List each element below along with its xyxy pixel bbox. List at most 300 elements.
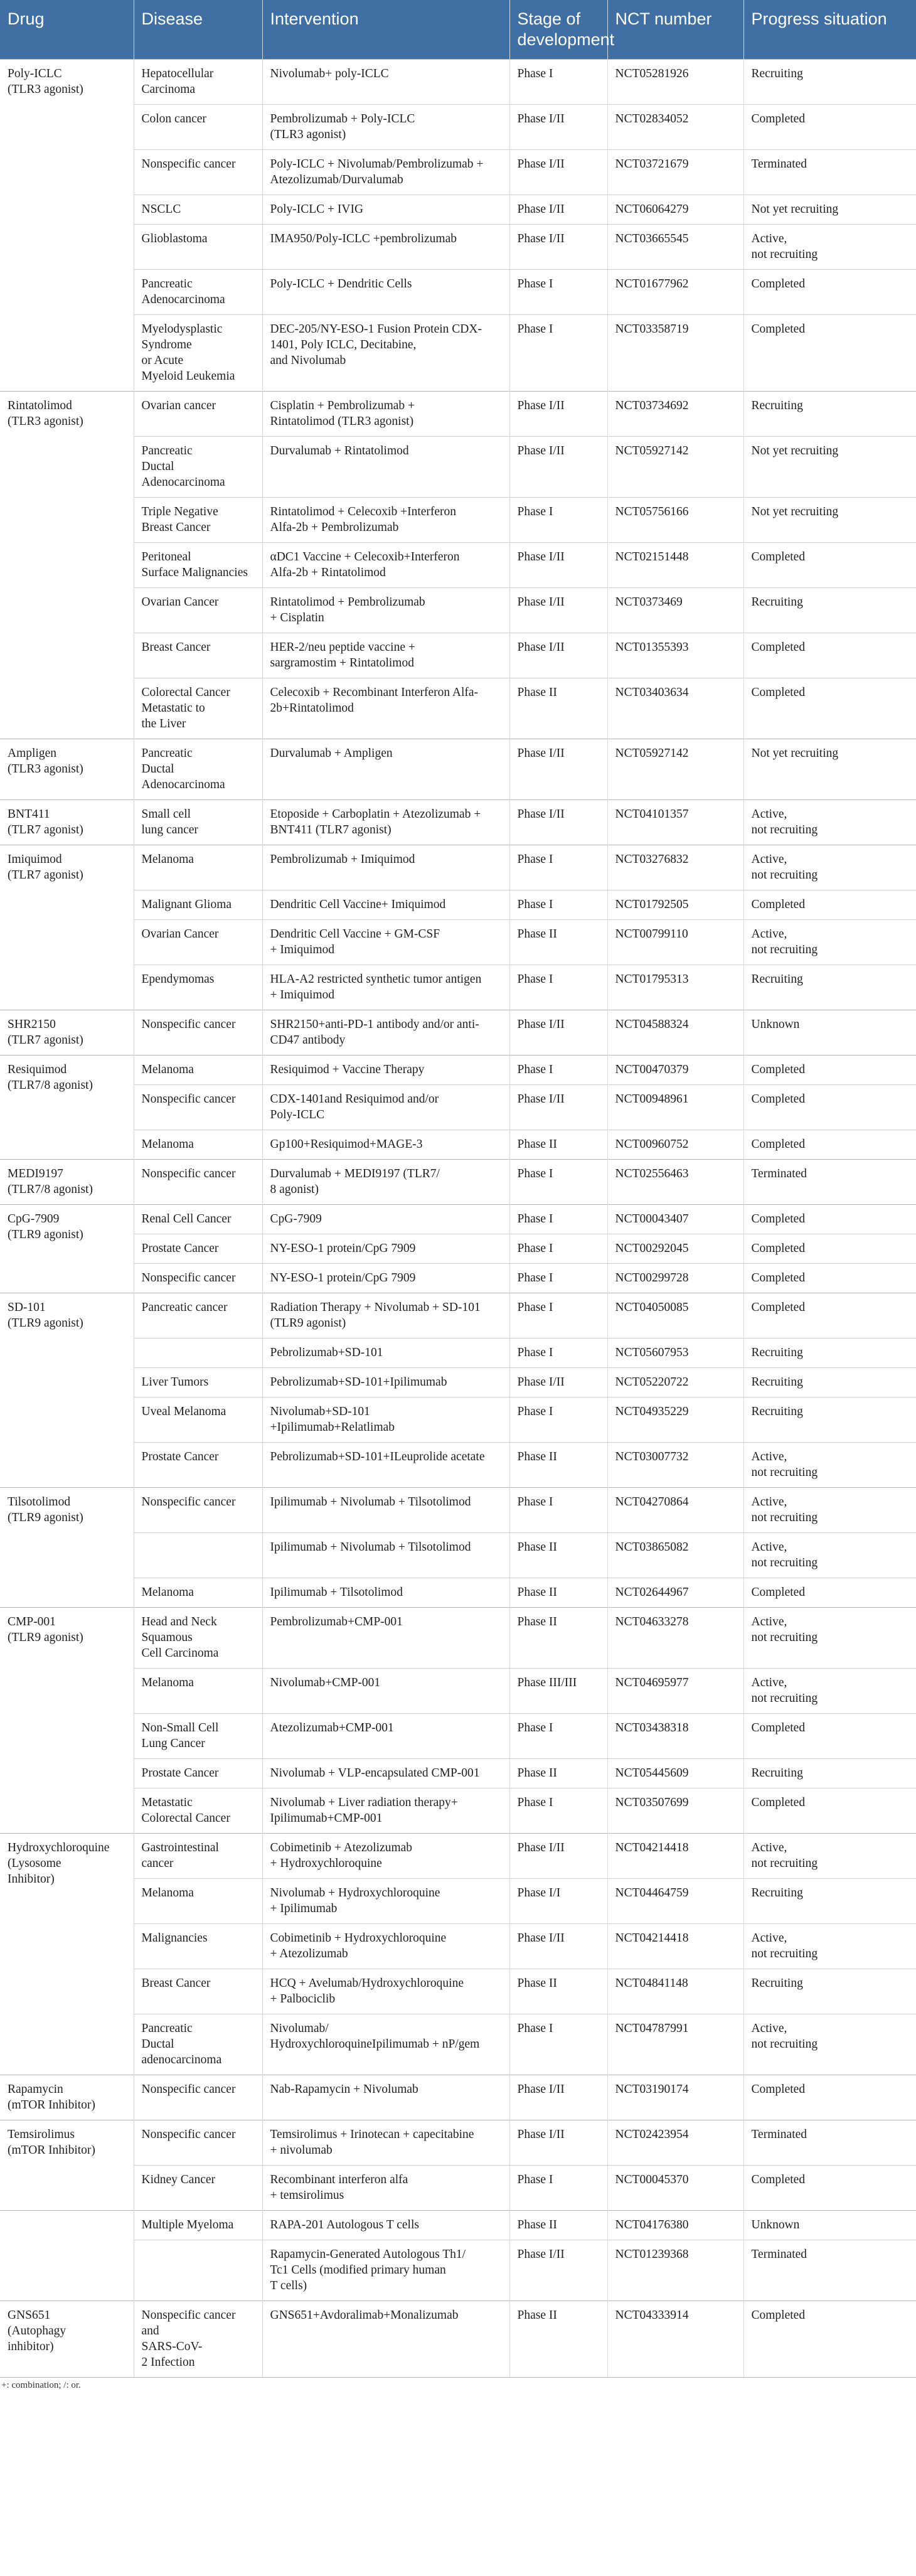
intervention-cell: Durvalumab + Rintatolimod [262, 437, 509, 498]
disease-cell [134, 1339, 262, 1368]
stage-cell: Phase II [509, 1533, 607, 1578]
stage-cell: Phase I/II [509, 2240, 607, 2301]
disease-cell: Prostate Cancer [134, 1234, 262, 1264]
disease-cell: Colon cancer [134, 105, 262, 150]
progress-cell: Completed [743, 1205, 916, 1234]
nct-number-cell: NCT04464759 [607, 1879, 743, 1924]
nct-number-cell: NCT05927142 [607, 739, 743, 800]
progress-cell: Recruiting [743, 392, 916, 437]
nct-number-cell: NCT04633278 [607, 1608, 743, 1669]
table-row [0, 150, 916, 195]
intervention-cell: CpG-7909 [262, 1205, 509, 1234]
header-stage: Stage of development [509, 0, 607, 60]
disease-cell: Melanoma [134, 1578, 262, 1608]
intervention-cell: Radiation Therapy + Nivolumab + SD-101 (TLR9 agonist) [262, 1293, 509, 1339]
intervention-cell: Rintatolimod + Pembrolizumab + Cisplatin [262, 588, 509, 633]
stage-cell: Phase I/II [509, 739, 607, 800]
progress-cell: Completed [743, 1056, 916, 1085]
table-footnote: +: combination; /: or. [1, 2380, 81, 2390]
intervention-cell: Dendritic Cell Vaccine + GM-CSF + Imiquimod [262, 920, 509, 965]
drug-cell: SHR2150 (TLR7 agonist) [0, 1010, 134, 1056]
disease-cell: Ependymomas [134, 965, 262, 1010]
drug-cell: CMP-001 (TLR9 agonist) [0, 1608, 134, 1834]
disease-cell: Pancreatic Ductal Adenocarcinoma [134, 739, 262, 800]
drug-cell: GNS651 (Autophagy inhibitor) [0, 2301, 134, 2378]
nct-number-cell: NCT03865082 [607, 1533, 743, 1578]
table-row [0, 588, 916, 633]
drug-cell: Rapamycin (mTOR Inhibitor) [0, 2075, 134, 2120]
nct-number-cell: NCT04050085 [607, 1293, 743, 1339]
drug-cell: BNT411 (TLR7 agonist) [0, 800, 134, 845]
intervention-cell: Nab-Rapamycin + Nivolumab [262, 2075, 509, 2120]
nct-number-cell: NCT04176380 [607, 2211, 743, 2240]
intervention-cell: NY-ESO-1 protein/CpG 7909 [262, 1234, 509, 1264]
stage-cell: Phase I/II [509, 1368, 607, 1398]
disease-cell: Pancreatic Ductal Adenocarcinoma [134, 437, 262, 498]
intervention-cell: Pebrolizumab+SD-101 [262, 1339, 509, 1368]
disease-cell: Ovarian Cancer [134, 588, 262, 633]
disease-cell: Hepatocellular Carcinoma [134, 60, 262, 105]
table-row [0, 498, 916, 543]
progress-cell: Not yet recruiting [743, 498, 916, 543]
table-row [0, 2014, 916, 2075]
progress-cell: Terminated [743, 1160, 916, 1205]
nct-number-cell: NCT03358719 [607, 315, 743, 392]
stage-cell: Phase II [509, 920, 607, 965]
stage-cell: Phase I [509, 1488, 607, 1533]
stage-cell: Phase I [509, 270, 607, 315]
progress-cell: Completed [743, 2301, 916, 2378]
intervention-cell: Nivolumab + Liver radiation therapy+ Ipilimumab+CMP-001 [262, 1788, 509, 1834]
stage-cell: Phase I/II [509, 437, 607, 498]
disease-cell: Nonspecific cancer and SARS-CoV- 2 Infection [134, 2301, 262, 2378]
drug-cell: Resiquimod (TLR7/8 agonist) [0, 1056, 134, 1160]
progress-cell: Completed [743, 678, 916, 739]
table-row [0, 1264, 916, 1293]
stage-cell: Phase I [509, 1714, 607, 1759]
table-row [0, 437, 916, 498]
table-row [0, 1533, 916, 1578]
disease-cell: Multiple Myeloma [134, 2211, 262, 2240]
intervention-cell: DEC-205/NY-ESO-1 Fusion Protein CDX- 1401, Poly ICLC, Decitabine, and Nivolumab [262, 315, 509, 392]
nct-number-cell: NCT03403634 [607, 678, 743, 739]
nct-number-cell: NCT02834052 [607, 105, 743, 150]
table-row [0, 2211, 916, 2240]
intervention-cell: Pembrolizumab + Poly-ICLC (TLR3 agonist) [262, 105, 509, 150]
disease-cell: Gastrointestinal cancer [134, 1834, 262, 1879]
progress-cell: Active, not recruiting [743, 1443, 916, 1488]
header-drug: Drug [0, 0, 134, 60]
intervention-cell: Nivolumab + Hydroxychloroquine + Ipilimumab [262, 1879, 509, 1924]
disease-cell: Melanoma [134, 1056, 262, 1085]
progress-cell: Active, not recruiting [743, 1608, 916, 1669]
disease-cell: Nonspecific cancer [134, 1488, 262, 1533]
stage-cell: Phase I [509, 2014, 607, 2075]
intervention-cell: Dendritic Cell Vaccine+ Imiquimod [262, 890, 509, 920]
progress-cell: Completed [743, 270, 916, 315]
progress-cell: Recruiting [743, 1398, 916, 1443]
header-progress: Progress situation [743, 0, 916, 60]
intervention-cell: Rapamycin-Generated Autologous Th1/ Tc1 Cells (modified primary human T cells) [262, 2240, 509, 2301]
nct-number-cell: NCT03734692 [607, 392, 743, 437]
drug-cell: CpG-7909 (TLR9 agonist) [0, 1205, 134, 1293]
progress-cell: Completed [743, 1714, 916, 1759]
drug-cell: Hydroxychloroquine (Lysosome Inhibitor) [0, 1834, 134, 2075]
nct-number-cell: NCT05445609 [607, 1759, 743, 1788]
disease-cell: Small cell lung cancer [134, 800, 262, 845]
progress-cell: Completed [743, 1788, 916, 1834]
table-row [0, 1056, 916, 1085]
nct-number-cell: NCT02423954 [607, 2120, 743, 2166]
nct-number-cell: NCT06064279 [607, 195, 743, 225]
progress-cell: Recruiting [743, 1368, 916, 1398]
progress-cell: Unknown [743, 2211, 916, 2240]
intervention-cell: HLA-A2 restricted synthetic tumor antigen + Imiquimod [262, 965, 509, 1010]
disease-cell: Uveal Melanoma [134, 1398, 262, 1443]
nct-number-cell: NCT00799110 [607, 920, 743, 965]
nct-number-cell: NCT03665545 [607, 225, 743, 270]
disease-cell: Melanoma [134, 1879, 262, 1924]
progress-cell: Completed [743, 1234, 916, 1264]
table-row [0, 270, 916, 315]
table-row [0, 195, 916, 225]
nct-number-cell: NCT05281926 [607, 60, 743, 105]
stage-cell: Phase I [509, 845, 607, 890]
disease-cell: Non-Small Cell Lung Cancer [134, 1714, 262, 1759]
nct-number-cell: NCT00299728 [607, 1264, 743, 1293]
stage-cell: Phase I/II [509, 2120, 607, 2166]
disease-cell: Prostate Cancer [134, 1759, 262, 1788]
disease-cell: Ovarian Cancer [134, 920, 262, 965]
progress-cell: Recruiting [743, 965, 916, 1010]
table-row [0, 1368, 916, 1398]
progress-cell: Recruiting [743, 1879, 916, 1924]
intervention-cell: Ipilimumab + Nivolumab + Tilsotolimod [262, 1533, 509, 1578]
intervention-cell: HCQ + Avelumab/Hydroxychloroquine + Palbociclib [262, 1969, 509, 2014]
table-row [0, 1130, 916, 1160]
intervention-cell: Durvalumab + Ampligen [262, 739, 509, 800]
stage-cell: Phase I [509, 1264, 607, 1293]
stage-cell: Phase I [509, 1398, 607, 1443]
nct-number-cell: NCT01677962 [607, 270, 743, 315]
nct-number-cell: NCT03276832 [607, 845, 743, 890]
disease-cell: Myelodysplastic Syndrome or Acute Myeloid Leukemia [134, 315, 262, 392]
progress-cell: Active, not recruiting [743, 845, 916, 890]
table-row [0, 2301, 916, 2378]
progress-cell: Not yet recruiting [743, 739, 916, 800]
intervention-cell: Temsirolimus + Irinotecan + capecitabine + nivolumab [262, 2120, 509, 2166]
disease-cell [134, 1533, 262, 1578]
nct-number-cell: NCT05756166 [607, 498, 743, 543]
disease-cell: Triple Negative Breast Cancer [134, 498, 262, 543]
nct-number-cell: NCT0373469 [607, 588, 743, 633]
table-header [0, 0, 916, 60]
table-row [0, 1788, 916, 1834]
stage-cell: Phase II [509, 1130, 607, 1160]
disease-cell: Nonspecific cancer [134, 1160, 262, 1205]
table-body [0, 60, 916, 2378]
intervention-cell: Pebrolizumab+SD-101+ILeuprolide acetate [262, 1443, 509, 1488]
progress-cell: Active, not recruiting [743, 800, 916, 845]
intervention-cell: Recombinant interferon alfa + temsirolimus [262, 2166, 509, 2211]
table-row [0, 1443, 916, 1488]
stage-cell: Phase I [509, 1788, 607, 1834]
table-row [0, 1924, 916, 1969]
nct-number-cell: NCT04101357 [607, 800, 743, 845]
stage-cell: Phase I/II [509, 543, 607, 588]
disease-cell: Melanoma [134, 1669, 262, 1714]
stage-cell: Phase I [509, 315, 607, 392]
stage-cell: Phase I/II [509, 105, 607, 150]
table-row [0, 845, 916, 890]
progress-cell: Completed [743, 1293, 916, 1339]
disease-cell: Nonspecific cancer [134, 1264, 262, 1293]
stage-cell: Phase I/II [509, 195, 607, 225]
table-row [0, 1669, 916, 1714]
stage-cell: Phase I/II [509, 392, 607, 437]
progress-cell: Completed [743, 105, 916, 150]
drug-cell: Poly-ICLC (TLR3 agonist) [0, 60, 134, 392]
progress-cell: Completed [743, 2166, 916, 2211]
intervention-cell: Nivolumab+CMP-001 [262, 1669, 509, 1714]
table-row [0, 2075, 916, 2120]
nct-number-cell: NCT05607953 [607, 1339, 743, 1368]
nct-number-cell: NCT05927142 [607, 437, 743, 498]
stage-cell: Phase I [509, 1234, 607, 1264]
disease-cell: Nonspecific cancer [134, 2075, 262, 2120]
progress-cell: Active, not recruiting [743, 2014, 916, 2075]
progress-cell: Completed [743, 2075, 916, 2120]
nct-number-cell: NCT04841148 [607, 1969, 743, 2014]
intervention-cell: Pembrolizumab+CMP-001 [262, 1608, 509, 1669]
intervention-cell: HER-2/neu peptide vaccine + sargramostim + Rintatolimod [262, 633, 509, 678]
stage-cell: Phase I [509, 965, 607, 1010]
nct-number-cell: NCT00960752 [607, 1130, 743, 1160]
intervention-cell: NY-ESO-1 protein/CpG 7909 [262, 1264, 509, 1293]
nct-number-cell: NCT01355393 [607, 633, 743, 678]
nct-number-cell: NCT04333914 [607, 2301, 743, 2378]
table-row [0, 225, 916, 270]
disease-cell: Metastatic Colorectal Cancer [134, 1788, 262, 1834]
progress-cell: Recruiting [743, 1759, 916, 1788]
drug-cell: Tilsotolimod (TLR9 agonist) [0, 1488, 134, 1608]
disease-cell: Pancreatic cancer [134, 1293, 262, 1339]
disease-cell: Prostate Cancer [134, 1443, 262, 1488]
stage-cell: Phase I/II [509, 1834, 607, 1879]
table-row [0, 1010, 916, 1056]
progress-cell: Completed [743, 1578, 916, 1608]
nct-number-cell: NCT00470379 [607, 1056, 743, 1085]
disease-cell: Nonspecific cancer [134, 1010, 262, 1056]
stage-cell: Phase I/II [509, 1010, 607, 1056]
nct-number-cell: NCT02151448 [607, 543, 743, 588]
nct-number-cell: NCT01239368 [607, 2240, 743, 2301]
table-row [0, 1578, 916, 1608]
intervention-cell: Resiquimod + Vaccine Therapy [262, 1056, 509, 1085]
table-row [0, 2240, 916, 2301]
progress-cell: Unknown [743, 1010, 916, 1056]
intervention-cell: Atezolizumab+CMP-001 [262, 1714, 509, 1759]
intervention-cell: Pembrolizumab + Imiquimod [262, 845, 509, 890]
stage-cell: Phase I/II [509, 800, 607, 845]
intervention-cell: Nivolumab/ HydroxychloroquineIpilimumab + nP/gem [262, 2014, 509, 2075]
table-row [0, 1969, 916, 2014]
intervention-cell: Poly-ICLC + Dendritic Cells [262, 270, 509, 315]
stage-cell: Phase I/II [509, 588, 607, 633]
table-row [0, 633, 916, 678]
nct-number-cell: NCT02556463 [607, 1160, 743, 1205]
intervention-cell: Poly-ICLC + IVIG [262, 195, 509, 225]
nct-number-cell: NCT00043407 [607, 1205, 743, 1234]
nct-number-cell: NCT01792505 [607, 890, 743, 920]
table-row [0, 1488, 916, 1533]
table-row [0, 1398, 916, 1443]
progress-cell: Terminated [743, 2120, 916, 2166]
progress-cell: Active, not recruiting [743, 225, 916, 270]
disease-cell: Pancreatic Adenocarcinoma [134, 270, 262, 315]
intervention-cell: Cobimetinib + Hydroxychloroquine + Atezolizumab [262, 1924, 509, 1969]
intervention-cell: Durvalumab + MEDI9197 (TLR7/ 8 agonist) [262, 1160, 509, 1205]
disease-cell: Breast Cancer [134, 1969, 262, 2014]
stage-cell: Phase III/III [509, 1669, 607, 1714]
table-row [0, 739, 916, 800]
disease-cell: Kidney Cancer [134, 2166, 262, 2211]
nct-number-cell: NCT04695977 [607, 1669, 743, 1714]
stage-cell: Phase I [509, 1293, 607, 1339]
table-row [0, 2120, 916, 2166]
nct-number-cell: NCT02644967 [607, 1578, 743, 1608]
drug-cell [0, 2211, 134, 2301]
disease-cell: Peritoneal Surface Malignancies [134, 543, 262, 588]
disease-cell: Head and Neck Squamous Cell Carcinoma [134, 1608, 262, 1669]
progress-cell: Terminated [743, 2240, 916, 2301]
stage-cell: Phase I [509, 498, 607, 543]
progress-cell: Completed [743, 1085, 916, 1130]
intervention-cell: CDX-1401and Resiquimod and/or Poly-ICLC [262, 1085, 509, 1130]
table-row [0, 1834, 916, 1879]
header-nct-number: NCT number [607, 0, 743, 60]
nct-number-cell: NCT00292045 [607, 1234, 743, 1264]
progress-cell: Recruiting [743, 1969, 916, 2014]
stage-cell: Phase I [509, 1160, 607, 1205]
stage-cell: Phase I [509, 890, 607, 920]
nct-number-cell: NCT04588324 [607, 1010, 743, 1056]
disease-cell: Melanoma [134, 845, 262, 890]
intervention-cell: Nivolumab+ poly-ICLC [262, 60, 509, 105]
table-row [0, 105, 916, 150]
progress-cell: Not yet recruiting [743, 437, 916, 498]
drug-cell: Ampligen (TLR3 agonist) [0, 739, 134, 800]
nct-number-cell: NCT03507699 [607, 1788, 743, 1834]
table-row [0, 890, 916, 920]
nct-number-cell: NCT00948961 [607, 1085, 743, 1130]
stage-cell: Phase I/II [509, 1085, 607, 1130]
intervention-cell: IMA950/Poly-ICLC +pembrolizumab [262, 225, 509, 270]
progress-cell: Completed [743, 1130, 916, 1160]
stage-cell: Phase II [509, 1578, 607, 1608]
intervention-cell: Pebrolizumab+SD-101+Ipilimumab [262, 1368, 509, 1398]
nct-number-cell: NCT03007732 [607, 1443, 743, 1488]
table-row [0, 1339, 916, 1368]
intervention-cell: Nivolumab+SD-101 +Ipilimumab+Relatlimab [262, 1398, 509, 1443]
header-disease: Disease [134, 0, 262, 60]
intervention-cell: Nivolumab + VLP-encapsulated CMP-001 [262, 1759, 509, 1788]
nct-number-cell: NCT00045370 [607, 2166, 743, 2211]
nct-number-cell: NCT03190174 [607, 2075, 743, 2120]
disease-cell: Breast Cancer [134, 633, 262, 678]
table-row [0, 1205, 916, 1234]
intervention-cell: SHR2150+anti-PD-1 antibody and/or anti- CD47 antibody [262, 1010, 509, 1056]
progress-cell: Recruiting [743, 1339, 916, 1368]
progress-cell: Active, not recruiting [743, 1488, 916, 1533]
stage-cell: Phase II [509, 2211, 607, 2240]
drug-cell: Rintatolimod (TLR3 agonist) [0, 392, 134, 739]
progress-cell: Completed [743, 890, 916, 920]
intervention-cell: Etoposide + Carboplatin + Atezolizumab + BNT411 (TLR7 agonist) [262, 800, 509, 845]
table-row [0, 1714, 916, 1759]
nct-number-cell: NCT03438318 [607, 1714, 743, 1759]
table-row [0, 1759, 916, 1788]
table-row [0, 678, 916, 739]
progress-cell: Recruiting [743, 60, 916, 105]
nct-number-cell: NCT04270864 [607, 1488, 743, 1533]
progress-cell: Active, not recruiting [743, 1924, 916, 1969]
stage-cell: Phase I/II [509, 1924, 607, 1969]
progress-cell: Active, not recruiting [743, 920, 916, 965]
disease-cell: Malignancies [134, 1924, 262, 1969]
table-row [0, 1085, 916, 1130]
intervention-cell: RAPA-201 Autologous T cells [262, 2211, 509, 2240]
disease-cell: Glioblastoma [134, 225, 262, 270]
table-row [0, 1293, 916, 1339]
disease-cell: Renal Cell Cancer [134, 1205, 262, 1234]
progress-cell: Not yet recruiting [743, 195, 916, 225]
intervention-cell: Celecoxib + Recombinant Interferon Alfa- 2b+Rintatolimod [262, 678, 509, 739]
intervention-cell: Ipilimumab + Nivolumab + Tilsotolimod [262, 1488, 509, 1533]
progress-cell: Recruiting [743, 588, 916, 633]
table-row [0, 1608, 916, 1669]
header-row [0, 0, 916, 60]
nct-number-cell: NCT04214418 [607, 1834, 743, 1879]
stage-cell: Phase II [509, 678, 607, 739]
header-intervention: Intervention [262, 0, 509, 60]
table-row [0, 965, 916, 1010]
disease-cell: Liver Tumors [134, 1368, 262, 1398]
intervention-cell: Gp100+Resiquimod+MAGE-3 [262, 1130, 509, 1160]
drug-cell: Temsirolimus (mTOR Inhibitor) [0, 2120, 134, 2211]
stage-cell: Phase II [509, 1608, 607, 1669]
nct-number-cell: NCT01795313 [607, 965, 743, 1010]
progress-cell: Completed [743, 543, 916, 588]
stage-cell: Phase I [509, 1056, 607, 1085]
drug-cell: Imiquimod (TLR7 agonist) [0, 845, 134, 1010]
stage-cell: Phase I [509, 1205, 607, 1234]
progress-cell: Completed [743, 633, 916, 678]
nct-number-cell: NCT04935229 [607, 1398, 743, 1443]
nct-number-cell: NCT04214418 [607, 1924, 743, 1969]
disease-cell [134, 2240, 262, 2301]
stage-cell: Phase I [509, 2166, 607, 2211]
intervention-cell: Rintatolimod + Celecoxib +Interferon Alfa-2b + Pembrolizumab [262, 498, 509, 543]
intervention-cell: Ipilimumab + Tilsotolimod [262, 1578, 509, 1608]
intervention-cell: Cisplatin + Pembrolizumab + Rintatolimod (TLR3 agonist) [262, 392, 509, 437]
disease-cell: Nonspecific cancer [134, 1085, 262, 1130]
stage-cell: Phase I [509, 1339, 607, 1368]
intervention-cell: αDC1 Vaccine + Celecoxib+Interferon Alfa-2b + Rintatolimod [262, 543, 509, 588]
stage-cell: Phase II [509, 1443, 607, 1488]
nct-number-cell: NCT04787991 [607, 2014, 743, 2075]
disease-cell: Nonspecific cancer [134, 150, 262, 195]
